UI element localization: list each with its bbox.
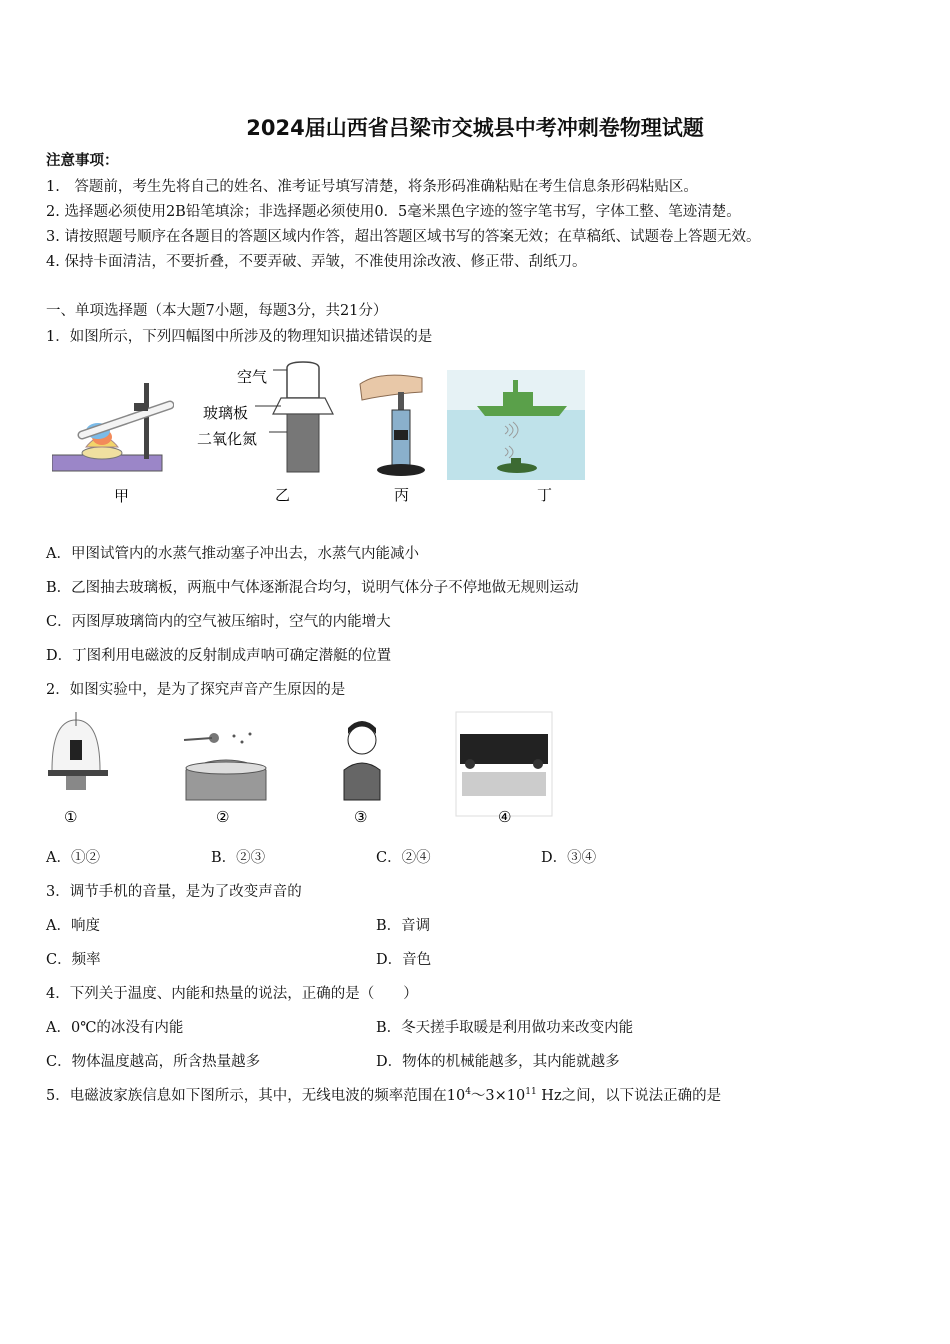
q1-option-d: D．丁图利用电磁波的反射制成声呐可确定潜艇的位置 — [46, 648, 392, 664]
q2-figure-3 — [344, 721, 380, 826]
q1-fig-label-bing: 丙 — [394, 486, 410, 504]
q1-stem: 1．如图所示，下列四幅图中所涉及的物理知识描述错误的是 — [46, 329, 433, 345]
q1-fig-label-ding: 丁 — [537, 486, 553, 504]
q4-option-a: A．0℃的冰没有内能 — [46, 1020, 184, 1036]
q3-option-a: A．响度 — [46, 918, 100, 934]
section-heading: 一、单项选择题（本大题7小题，每题3分，共21分） — [46, 303, 388, 319]
q3-option-d: D．音色 — [376, 952, 432, 968]
q1-figure-jia — [52, 375, 174, 505]
q5-stem-part-a: 5．电磁波家族信息如下图所示，其中，无线电波的频率范围在10 — [46, 1088, 466, 1104]
q2-option-b: B．②③ — [211, 850, 266, 866]
q1-option-b: B．乙图抽去玻璃板，两瓶中气体逐渐混合均匀，说明气体分子不停地做无规则运动 — [46, 580, 579, 596]
q1-figure-yi — [195, 360, 345, 506]
q1-figure-bing — [350, 370, 435, 506]
q5-sup-a: 4 — [465, 1087, 471, 1098]
q5-sup-b: 11 — [525, 1087, 537, 1098]
q2-fig-label-2: ② — [216, 808, 230, 826]
notice-item-1: 1. 答题前，考生先将自己的姓名、准考证号填写清楚，将条形码准确粘贴在考生信息条形码粘贴区。 — [46, 179, 698, 195]
q4-option-b: B．冬天搓手取暖是利用做功来改变内能 — [376, 1020, 634, 1036]
q2-stem: 2．如图实验中，是为了探究声音产生原因的是 — [46, 682, 346, 698]
q2-option-c: C．②④ — [376, 850, 431, 866]
q3-option-b: B．音调 — [376, 918, 431, 934]
q1-fig-text-air: 空气 — [237, 368, 268, 386]
q2-fig-label-1: ① — [64, 808, 78, 826]
q5-stem-part-c: Hz之间，以下说法正确的是 — [536, 1088, 722, 1104]
q4-stem: 4．下列关于温度、内能和热量的说法，正确的是（ ） — [46, 986, 418, 1002]
q5-stem-part-b: ～3×10 — [470, 1088, 526, 1104]
notice-item-4: 4. 保持卡面清洁，不要折叠，不要弄破、弄皱，不准使用涂改液、修正带、刮纸刀。 — [46, 254, 587, 270]
q2-fig-label-3: ③ — [354, 808, 368, 826]
page-title: 2024届山西省吕梁市交城县中考冲刺卷物理试题 — [246, 116, 704, 140]
notice-heading: 注意事项： — [46, 152, 119, 169]
q2-fig-label-4: ④ — [498, 808, 512, 826]
notice-item-2: 2. 选择题必须使用2B铅笔填涂；非选择题必须使用0．5毫米黑色字迹的签字笔书写，字体工整、笔迹清楚。 — [46, 204, 741, 220]
q4-option-d: D．物体的机械能越多，其内能就越多 — [376, 1054, 620, 1070]
q1-figure-ding — [447, 370, 587, 506]
q2-option-a: A．①② — [46, 850, 100, 866]
q2-figure-4 — [456, 712, 552, 826]
q1-fig-text-no2: 二氧化氮 — [197, 430, 258, 448]
q1-fig-text-glass: 玻璃板 — [203, 404, 249, 422]
notice-item-3: 3. 请按照题号顺序在各题目的答题区域内作答，超出答题区域书写的答案无效；在草稿纸、试题卷上答题无效。 — [46, 229, 761, 245]
q2-option-d: D．③④ — [541, 850, 597, 866]
q1-option-c: C．丙图厚玻璃筒内的空气被压缩时，空气的内能增大 — [46, 614, 391, 630]
q3-stem: 3．调节手机的音量，是为了改变声音的 — [46, 884, 302, 900]
q1-fig-label-yi: 乙 — [275, 486, 291, 504]
q2-figure-1 — [48, 712, 108, 826]
q5-stem — [46, 1086, 721, 1106]
q3-option-c: C．频率 — [46, 952, 101, 968]
q4-option-c: C．物体温度越高，所含热量越多 — [46, 1054, 261, 1070]
q1-option-a: A．甲图试管内的水蒸气推动塞子冲出去，水蒸气内能减小 — [46, 546, 419, 562]
q2-figure-2 — [184, 733, 266, 827]
q1-fig-label-jia: 甲 — [114, 487, 130, 505]
q2-figures — [44, 710, 556, 830]
